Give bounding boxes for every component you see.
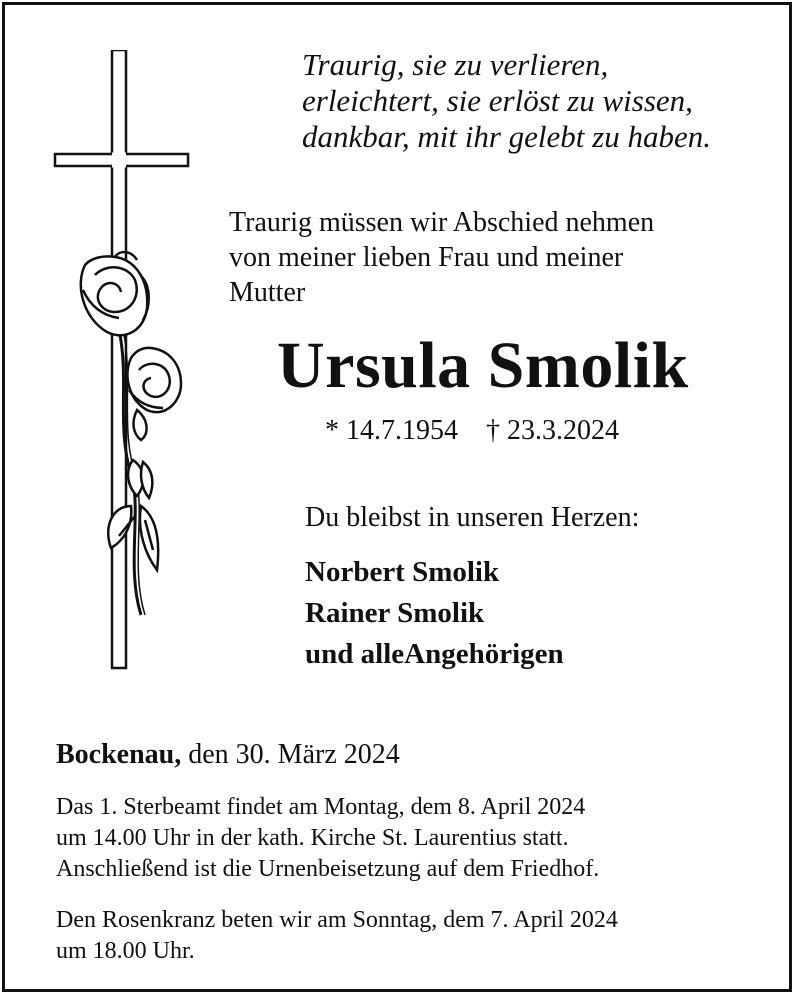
rosary-line: Den Rosenkranz beten wir am Sonntag, dem 7. April 2024 <box>56 907 618 933</box>
mourners-list <box>305 552 564 675</box>
poem-line: Traurig, sie zu verlieren, <box>302 47 609 82</box>
intro-line: Traurig müssen wir Abschied nehmen <box>229 207 655 238</box>
mourner-name: Rainer Smolik <box>305 597 485 629</box>
death-date: † 23.3.2024 <box>486 415 619 446</box>
place-town: Bockenau, <box>56 739 182 770</box>
place-and-date <box>56 739 400 771</box>
farewell-intro <box>229 205 654 310</box>
poem-line: erleichtert, sie erlöst zu wissen, <box>302 83 693 118</box>
lower-rose <box>128 348 181 412</box>
service-details <box>56 792 599 885</box>
intro-line: von meiner lieben Frau und meiner <box>229 242 624 273</box>
cross-with-roses-icon <box>45 50 195 680</box>
place-date: den 30. März 2024 <box>188 739 400 770</box>
rosary-details <box>56 905 618 967</box>
poem-verse <box>302 47 711 155</box>
poem-line: dankbar, mit ihr gelebt zu haben. <box>302 119 711 154</box>
mourner-name: und alleAngehörigen <box>305 638 564 670</box>
obituary-notice <box>2 2 792 992</box>
deceased-name: Ursula Smolik <box>277 329 689 402</box>
intro-line: Mutter <box>229 277 306 308</box>
life-dates <box>325 415 619 447</box>
upper-rose <box>81 252 149 335</box>
mourner-name: Norbert Smolik <box>305 556 500 588</box>
service-line: Das 1. Sterbeamt findet am Montag, dem 8. April 2024 <box>56 794 586 820</box>
rosary-line: um 18.00 Uhr. <box>56 938 195 964</box>
service-line: um 14.00 Uhr in der kath. Kirche St. Laurentius statt. <box>56 825 569 851</box>
memorial-motto: Du bleibst in unseren Herzen: <box>305 502 640 533</box>
birth-date: * 14.7.1954 <box>325 415 458 446</box>
cross-beam <box>55 154 188 166</box>
service-line: Anschließend ist die Urnenbeisetzung auf dem Friedhof. <box>56 856 600 882</box>
